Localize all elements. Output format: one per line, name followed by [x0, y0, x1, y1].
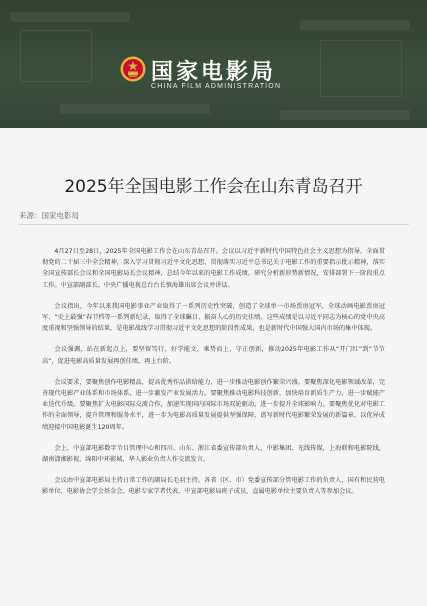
- film-frame-decoration: [20, 30, 92, 82]
- article-paragraph: 4月27日至28日，2025年全国电影工作会在山东青岛召开。会议以习近平新时代中国特色社会主义思想为指导，全面贯彻党的二十届三中全会精神，深入学习贯彻习近平文化思想，贯彻落实习近平总书记关于电影工作的重要指示批示精神，落实全国宣传部长会议和全国电影局长会议精神，总结今年以来的电影工作成绩，研究分析新形势新情况，安排部署下一阶段重点工作。中宣部副部长、中央广播电视总台台长慎海雄出席会议并讲话。: [42, 248, 385, 289]
- article-paragraph: 会议指出，今年以来我国电影事业产业取得了一系列历史性突破，创造了全球单一市场票房冠军、全球动画电影票房冠军、“史上最强”春节档等一系列新纪录，取得了全球瞩目、振奋人心的历史佳绩。这些成绩是以习近平同志为核心的党中央高度重视和坚强领导的结果，是电影战线学习贯彻习近平文化思想的阶段性成果，也是新时代中国强大国内市场的集中体现。: [42, 302, 385, 333]
- national-emblem-icon: [120, 56, 146, 82]
- film-strip-decoration: [280, 110, 410, 120]
- film-strip-decoration: [300, 20, 410, 30]
- logo-chinese-title: 国家电影局: [151, 60, 277, 85]
- article-paragraph: 会议由中宣部电影局主持日常工作的副局长毛羽主持。各省（区、市）党委宣传部分管电影工作的负责人，国有和民营电影单位、电影协会学会基金会、电影专家学者代表，中宣部电影局班子成员，直属电影单位主要负责人等参加会议。: [42, 477, 385, 496]
- divider: [19, 224, 409, 225]
- article-title: 2025年全国电影工作会在山东青岛召开: [64, 177, 363, 197]
- article-paragraph: 会议强调，站在新起点上，要坚留笃行、好学能文，乘势而上、守正创新，推动2025年电影工作从“开门红”到“节节高”，促进电影高质量发展再创佳绩、再上台阶。: [42, 346, 385, 365]
- article-body: [42, 246, 385, 508]
- header-banner: [0, 0, 427, 128]
- film-strip-decoration: [10, 12, 130, 22]
- article-paragraph: 会议要求，要聚焦创作电影精品，提高优秀作品供给能力，进一步推动电影创作繁荣兴盛。要聚焦深化电影领域改革，完善现代电影产业体系和市场体系，进一步激发产业发展活力。要聚焦推动电影科技创新，加快培育新质生产力，进一步赋能产业迭代升级。要聚焦扩大电影国际交流合作，加速实现国内国际市场双轮驱动，进一步提升全球影响力。要聚焦优化对电影工作的全面领导，提升管理和服务水平，进一步为电影高质量发展提供坚强保障，谱写新时代电影繁荣发展的新篇章，以优异成绩迎接中国电影诞生120周年。: [42, 378, 385, 431]
- film-strip-decoration: [60, 104, 210, 114]
- article-source: 来源：国家电影局: [19, 211, 79, 220]
- film-frame-decoration: [320, 40, 402, 97]
- article-paragraph: 会上，中宣部电影数字节目管理中心和四川、山东、浙江省委宣传部负责人，中影集团、光线传媒，上海联和电影院线，湖南潇湘影视，绵阳中环影城，华人影业负责人作交流发言。: [42, 444, 385, 464]
- logo-english-title: CHINA FILM ADMINISTRATION: [151, 83, 282, 90]
